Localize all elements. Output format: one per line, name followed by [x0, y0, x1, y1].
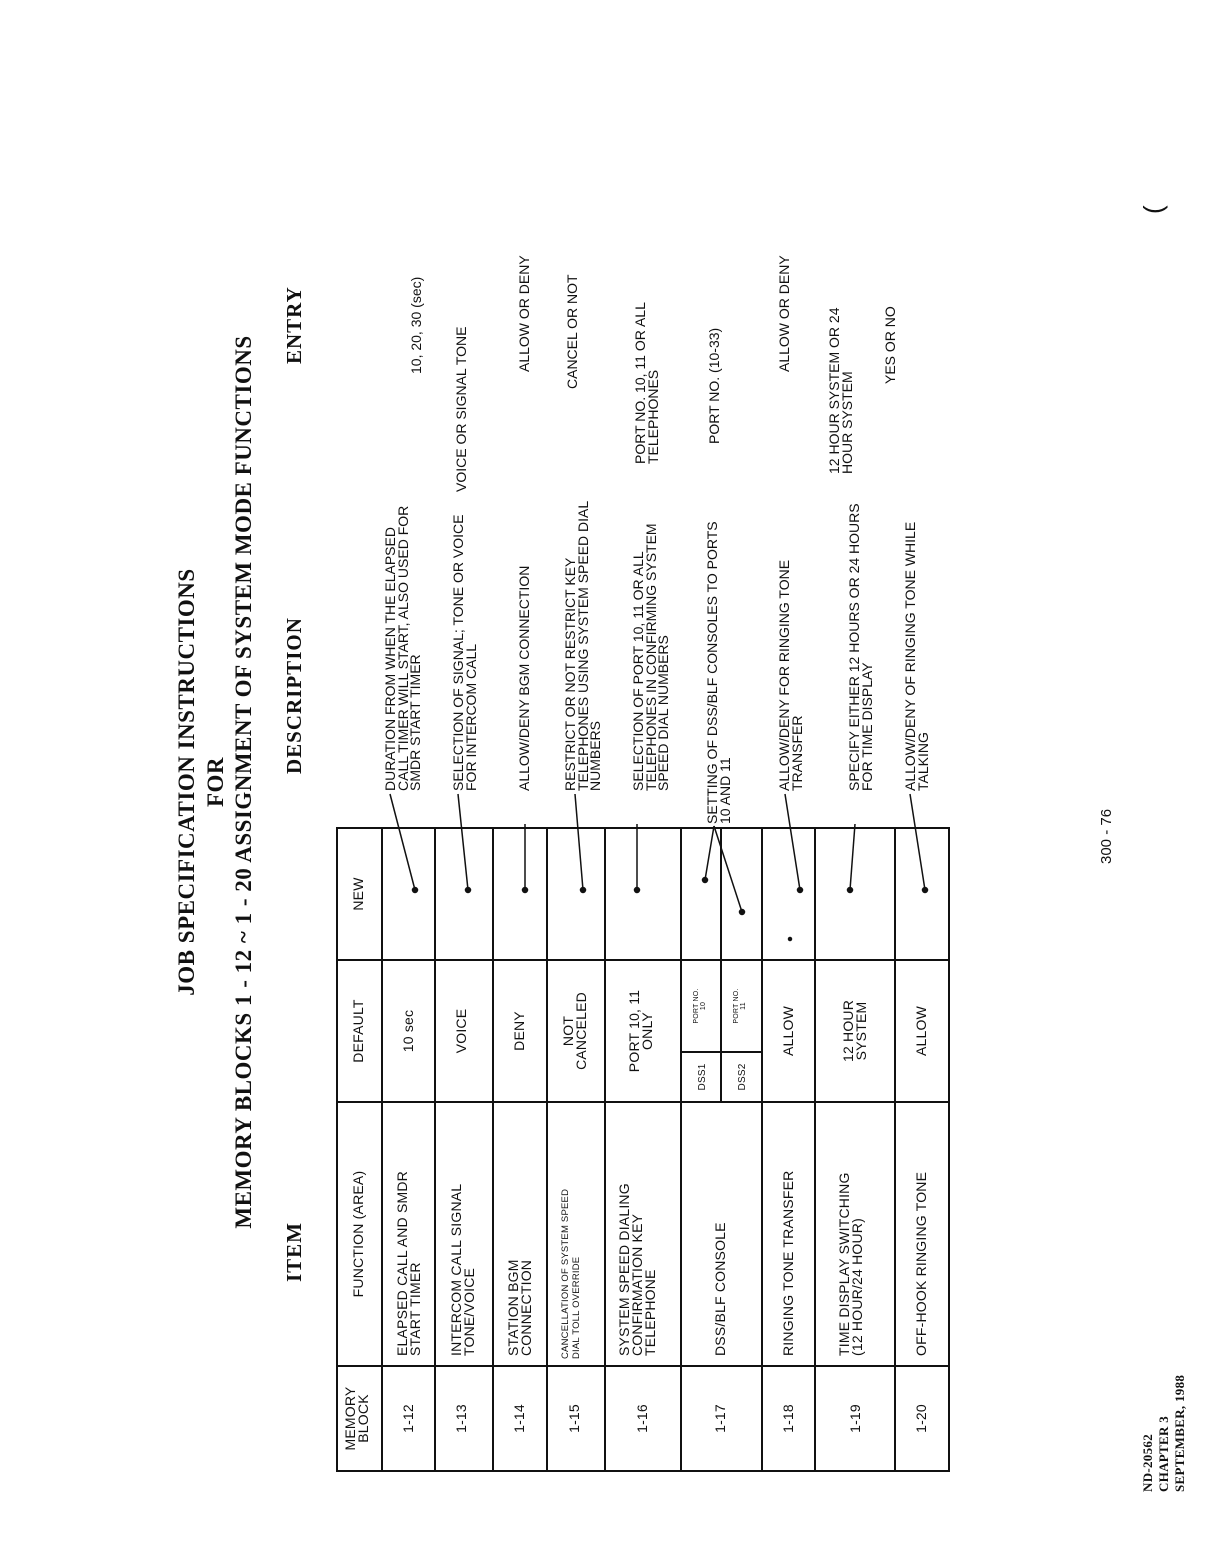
description-text: SETTING OF DSS/BLF CONSOLES TO PORTS 10 AND 11	[704, 521, 733, 824]
block-cell: 1-12	[400, 1404, 416, 1433]
entry-text: 12 HOUR SYSTEM OR 24 HOUR SYSTEM	[826, 307, 855, 474]
dss-port-label: PORT NO. 11	[733, 988, 747, 1024]
page-title: JOB SPECIFICATION INSTRUCTIONS	[174, 568, 199, 996]
block-cell: 1-20	[913, 1404, 929, 1433]
chapter-label: CHAPTER 3	[1156, 1415, 1171, 1492]
entry-text: VOICE OR SIGNAL TONE	[453, 326, 469, 492]
entry-text: PORT NO. 10, 11 OR ALL TELEPHONES	[632, 302, 661, 464]
entry-text: ALLOW OR DENY	[516, 255, 532, 372]
entry-text: 10, 20, 30 (sec)	[408, 276, 424, 374]
block-cell: 1-19	[847, 1404, 863, 1433]
item-heading: ITEM	[282, 1221, 306, 1282]
function-cell: DSS/BLF CONSOLE	[712, 1222, 728, 1356]
entry-text: PORT NO. (10-33)	[706, 327, 722, 444]
dss-label: DSS2	[737, 1063, 748, 1091]
description-text: SELECTION OF SIGNAL; TONE OR VOICE FOR INTERCOM CALL	[450, 514, 479, 791]
description-text: SELECTION OF PORT 10, 11 OR ALL TELEPHONES IN CONFIRMING SYSTEM SPEED DIAL NUMBERS	[630, 523, 671, 791]
function-cell: RINGING TONE TRANSFER	[780, 1170, 796, 1356]
date-label: SEPTEMBER, 1988	[1172, 1374, 1187, 1492]
default-cell: 12 HOUR SYSTEM	[840, 999, 869, 1063]
entry-text: YES OR NO	[882, 306, 898, 384]
header-new: NEW	[350, 877, 366, 911]
function-cell: INTERCOM CALL SIGNAL TONE/VOICE	[448, 1183, 477, 1356]
block-cell: 1-18	[780, 1404, 796, 1433]
dss-label: DSS1	[697, 1063, 708, 1091]
default-cell: PORT 10, 11 ONLY	[626, 989, 655, 1073]
description-text: ALLOW/DENY BGM CONNECTION	[516, 565, 532, 791]
header-default: DEFAULT	[350, 999, 366, 1063]
description-text: ALLOW/DENY FOR RINGING TONE TRANSFER	[776, 559, 805, 791]
entry-text: CANCEL OR NOT	[564, 274, 580, 389]
default-cell: 10 sec	[400, 1009, 416, 1053]
function-cell: ELAPSED CALL AND SMDR START TIMER	[394, 1171, 423, 1356]
description-text: RESTRICT OR NOT RESTRICT KEY TELEPHONES USING SYSTEM SPEED DIAL NUMBERS	[562, 500, 603, 791]
header-memory-block: MEMORY BLOCK	[342, 1386, 371, 1451]
function-cell: SYSTEM SPEED DIALING CONFIRMATION KEY TELEPHONE	[616, 1183, 658, 1356]
description-text: DURATION FROM WHEN THE ELAPSED CALL TIMER WILL START, ALSO USED FOR SMDR START TIMER	[382, 505, 423, 791]
margin-mark: (	[1138, 205, 1168, 214]
entry-heading: ENTRY	[282, 286, 306, 364]
page-title-for: FOR	[203, 756, 228, 808]
dss-port-label: PORT NO. 10	[693, 988, 707, 1024]
description-heading: DESCRIPTION	[282, 617, 306, 774]
entry-text: ALLOW OR DENY	[776, 255, 792, 372]
header-function: FUNCTION (AREA)	[350, 1170, 366, 1298]
default-cell: ALLOW	[913, 1006, 929, 1057]
doc-number: ND-20562	[1140, 1433, 1155, 1492]
block-cell: 1-14	[511, 1404, 527, 1433]
default-cell: NOT CANCELED	[560, 992, 589, 1070]
function-cell: STATION BGM CONNECTION	[505, 1259, 534, 1356]
default-cell: VOICE	[453, 1008, 469, 1054]
block-cell: 1-13	[453, 1404, 469, 1433]
description-text: ALLOW/DENY OF RINGING TONE WHILE TALKING	[902, 521, 931, 791]
function-cell: TIME DISPLAY SWITCHING (12 HOUR/24 HOUR)	[836, 1172, 865, 1356]
block-cell: 1-16	[634, 1404, 650, 1433]
function-cell: OFF-HOOK RINGING TONE	[913, 1171, 929, 1356]
default-cell: ALLOW	[780, 1006, 796, 1057]
block-cell: 1-17	[712, 1404, 728, 1433]
block-cell: 1-15	[566, 1404, 582, 1433]
page-subtitle: MEMORY BLOCKS 1 - 12 ~ 1 - 20 ASSIGNMENT OF SYSTEM MODE FUNCTIONS	[231, 335, 256, 1229]
default-cell: DENY	[511, 1011, 527, 1051]
function-cell: CANCELLATION OF SYSTEM SPEED DIAL TOLL OVERRIDE	[560, 1188, 582, 1359]
description-text: SPECIFY EITHER 12 HOURS OR 24 HOURS FOR TIME DISPLAY	[846, 503, 875, 791]
page-number: 300 - 76	[1098, 808, 1115, 864]
